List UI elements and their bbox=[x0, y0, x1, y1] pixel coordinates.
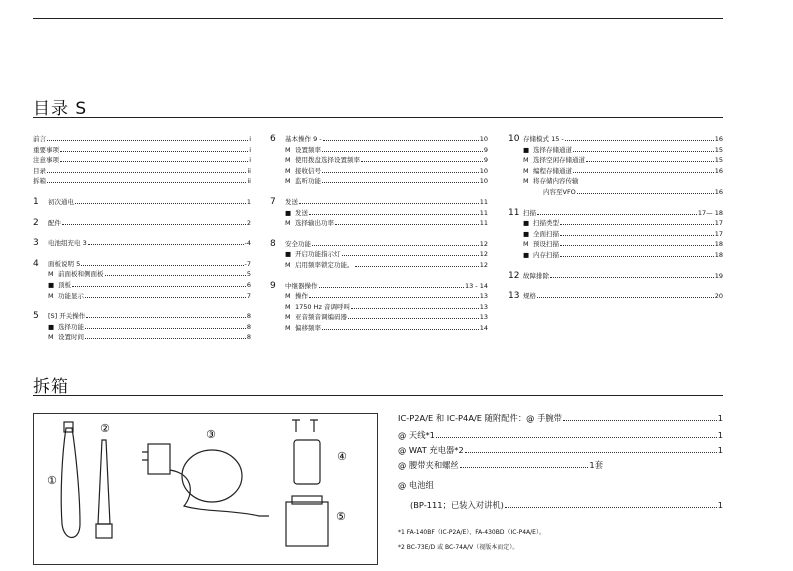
entry-title: 初次通电 bbox=[48, 197, 74, 206]
entry-title: 内容至VFO bbox=[543, 187, 576, 196]
entry-title: 扫描类型 bbox=[533, 219, 559, 228]
dot-leader bbox=[309, 214, 479, 215]
toc-entry[interactable] bbox=[270, 323, 488, 334]
entry-title: [S] 开关操作 bbox=[48, 312, 86, 321]
page-number: 17 bbox=[714, 219, 723, 228]
bullet-marker: ■ bbox=[285, 250, 292, 259]
page-number: 8 bbox=[246, 322, 251, 331]
section-number: 11 bbox=[508, 207, 520, 218]
toc-title: 目录 S bbox=[33, 99, 88, 119]
toc-entry[interactable] bbox=[508, 166, 723, 177]
label-1: ① bbox=[47, 474, 57, 487]
dot-leader bbox=[335, 224, 479, 225]
dot-leader bbox=[351, 308, 479, 309]
entry-title: 启用频率锁定功能。 bbox=[295, 260, 354, 269]
toc-entry[interactable] bbox=[33, 155, 251, 166]
toc-rule bbox=[33, 117, 723, 118]
entry-title: 使用拨盘选择设置频率 bbox=[295, 156, 360, 165]
toc-entry[interactable] bbox=[508, 208, 723, 219]
entry-title: 重要事项 bbox=[33, 145, 59, 154]
page-number: 11 bbox=[479, 219, 488, 228]
accessory-name: @ 电池组 bbox=[398, 480, 434, 490]
toc-entry[interactable] bbox=[508, 218, 723, 229]
bullet-marker: M bbox=[48, 270, 54, 279]
footnote-1: *1 FA-140BF（IC-P2A/E）、FA-430BD（IC-P4A/E）。 bbox=[398, 529, 545, 536]
dot-leader bbox=[573, 151, 714, 152]
dot-leader bbox=[86, 317, 246, 318]
entry-title: 目录 bbox=[33, 166, 46, 175]
accessory-qty: 1 bbox=[717, 445, 723, 455]
entry-title: 偏移频率 bbox=[295, 323, 321, 332]
entry-title: 选择功能 bbox=[58, 322, 84, 331]
entry-title: 规格 bbox=[523, 292, 536, 301]
accessory-item bbox=[398, 429, 723, 441]
bullet-marker: M bbox=[285, 166, 291, 175]
entry-title: 故障排除 bbox=[523, 271, 549, 280]
page-number: i bbox=[249, 156, 251, 165]
page-number: 8 bbox=[246, 333, 251, 342]
accessories-list bbox=[398, 412, 723, 522]
dot-leader bbox=[322, 182, 479, 183]
page-number: 18 bbox=[714, 240, 723, 249]
entry-title: 前面板和侧面板 bbox=[58, 270, 104, 279]
page-number: ii bbox=[247, 177, 251, 186]
dot-leader bbox=[505, 507, 717, 508]
label-5: ⑤ bbox=[336, 510, 346, 523]
dot-leader bbox=[565, 140, 714, 141]
toc-column-2 bbox=[270, 134, 488, 334]
page-number: i bbox=[249, 135, 251, 143]
entry-title: 注意事项 bbox=[33, 156, 59, 165]
dot-leader bbox=[348, 318, 479, 319]
dot-leader bbox=[586, 161, 714, 162]
bullet-marker: M bbox=[285, 156, 291, 165]
toc-entry[interactable] bbox=[270, 197, 488, 208]
page-number: 10 bbox=[479, 177, 488, 186]
toc-entry[interactable] bbox=[33, 311, 251, 322]
entry-title: 编程存储通道 bbox=[533, 166, 572, 175]
toc-entry[interactable] bbox=[33, 280, 251, 291]
section-number: 13 bbox=[508, 291, 520, 302]
page-number: 15 bbox=[714, 145, 723, 154]
toc-entry[interactable] bbox=[270, 312, 488, 323]
entry-title: 将存储内容传输 bbox=[533, 177, 579, 186]
dot-leader bbox=[537, 297, 714, 298]
page-number: 18 bbox=[714, 250, 723, 259]
bullet-marker: M bbox=[285, 219, 291, 228]
dot-leader bbox=[577, 193, 714, 194]
dot-leader bbox=[312, 245, 479, 246]
toc-entry[interactable] bbox=[508, 155, 723, 166]
accessory-item bbox=[398, 444, 723, 456]
page-number: 16 bbox=[714, 187, 723, 196]
page-number: -4 bbox=[244, 239, 251, 248]
entry-title: 存储模式 15 - bbox=[523, 135, 564, 143]
accessory-name: @ WAT 充电器*2 bbox=[398, 445, 464, 455]
bullet-marker: M bbox=[285, 302, 291, 311]
bullet-marker: M bbox=[285, 323, 291, 332]
footnote-2: *2 BC-73E/D 或 BC-74A/V（视版本而定）。 bbox=[398, 544, 519, 551]
toc-entry[interactable] bbox=[33, 166, 251, 177]
page-number: 6 bbox=[246, 280, 251, 289]
page-number: 1 bbox=[246, 197, 251, 206]
dot-leader bbox=[85, 338, 246, 339]
toc-entry[interactable] bbox=[33, 145, 251, 156]
page-number: 16 bbox=[714, 166, 723, 175]
page-number: i bbox=[249, 145, 251, 154]
toc-entry[interactable] bbox=[33, 291, 251, 302]
toc-entry[interactable] bbox=[508, 291, 723, 302]
toc-entry[interactable] bbox=[33, 176, 251, 187]
dot-leader bbox=[342, 255, 479, 256]
entry-title: 电池组充电 3 bbox=[48, 239, 87, 248]
dot-leader bbox=[573, 172, 714, 173]
accessory-name: (BP-111；已装入对讲机) bbox=[410, 500, 504, 510]
page-number: 16 bbox=[714, 135, 723, 143]
page-number: 13 bbox=[479, 313, 488, 322]
dot-leader bbox=[563, 420, 717, 421]
toc-entry[interactable] bbox=[270, 166, 488, 177]
page-number: 20 bbox=[714, 292, 723, 301]
bullet-marker: ■ bbox=[48, 322, 55, 331]
dot-leader bbox=[355, 266, 479, 267]
accessories-figure bbox=[33, 413, 378, 565]
toc-entry[interactable] bbox=[33, 259, 251, 270]
hand-strap bbox=[61, 422, 80, 538]
dot-leader bbox=[460, 467, 589, 468]
entry-title: 选择存储通道 bbox=[533, 145, 572, 154]
toc-entry[interactable] bbox=[270, 249, 488, 260]
dot-leader bbox=[361, 161, 483, 162]
dot-leader bbox=[47, 182, 246, 183]
antenna bbox=[96, 440, 112, 538]
toc-entry[interactable] bbox=[508, 271, 723, 282]
accessory-item bbox=[398, 499, 723, 511]
bullet-marker: ■ bbox=[523, 250, 530, 259]
bullet-marker: M bbox=[48, 333, 54, 342]
entry-title: 发送 bbox=[295, 208, 308, 217]
toc-entry[interactable] bbox=[270, 260, 488, 271]
toc-column-3 bbox=[508, 134, 723, 302]
page-number: 2 bbox=[246, 218, 251, 227]
accessory-name: @ 天线*1 bbox=[398, 430, 435, 440]
page-number: -7 bbox=[244, 259, 251, 268]
accessory-qty: 1 bbox=[717, 430, 723, 440]
section-number: 6 bbox=[270, 134, 276, 144]
page-number: 13 bbox=[479, 302, 488, 311]
entry-title: 全面扫描 bbox=[533, 229, 559, 238]
dot-leader bbox=[85, 328, 246, 329]
entry-title: 功能显示 bbox=[58, 291, 84, 300]
page-number: 8 bbox=[246, 312, 251, 321]
page-number: 12 bbox=[479, 260, 488, 269]
bullet-marker: M bbox=[48, 291, 54, 300]
entry-title: 顶板 bbox=[58, 280, 71, 289]
entry-title: 操作 bbox=[295, 292, 308, 301]
accessory-name: IC-P2A/E 和 IC-P4A/E 随附配件：@ 手腕带 bbox=[398, 413, 562, 423]
accessory-qty: 1 bbox=[717, 500, 723, 510]
bullet-marker: M bbox=[285, 292, 291, 301]
dot-leader bbox=[75, 203, 246, 204]
top-rule bbox=[33, 18, 723, 19]
entry-title: 配件 bbox=[48, 218, 61, 227]
accessory-item bbox=[398, 479, 723, 491]
toc-entry[interactable] bbox=[508, 229, 723, 240]
bullet-marker: M bbox=[523, 156, 529, 165]
page-number: 12 bbox=[479, 239, 488, 248]
dot-leader bbox=[85, 297, 246, 298]
page-number: ii bbox=[247, 166, 251, 175]
section-number: 9 bbox=[270, 280, 276, 291]
dot-leader bbox=[299, 203, 479, 204]
toc-entry[interactable] bbox=[33, 218, 251, 229]
dot-leader bbox=[465, 452, 717, 453]
dot-leader bbox=[60, 161, 248, 162]
entry-title: 开启功能指示灯 bbox=[295, 250, 341, 259]
entry-title: 预设扫描 bbox=[533, 240, 559, 249]
accessory-item bbox=[398, 412, 723, 424]
dot-leader bbox=[322, 172, 479, 173]
toc-entry[interactable] bbox=[270, 176, 488, 187]
page-number: 9 bbox=[483, 156, 488, 165]
dot-leader bbox=[105, 275, 246, 276]
charger bbox=[142, 444, 269, 516]
section-number: 5 bbox=[33, 311, 39, 322]
toc-entry[interactable] bbox=[33, 238, 251, 249]
toc-entry[interactable] bbox=[33, 134, 251, 145]
page-number: 13 bbox=[479, 292, 488, 301]
dot-leader bbox=[323, 140, 479, 141]
section-number: 4 bbox=[33, 258, 39, 269]
toc-entry[interactable] bbox=[508, 145, 723, 156]
toc-entry[interactable] bbox=[508, 187, 723, 198]
bullet-marker: M bbox=[285, 145, 291, 154]
toc-entry[interactable] bbox=[508, 239, 723, 250]
toc-entry[interactable] bbox=[508, 134, 723, 145]
page-number: 5 bbox=[246, 270, 251, 279]
unpacking-title: 拆箱 bbox=[33, 377, 69, 397]
entry-title: 设置时间 bbox=[58, 333, 84, 342]
dot-leader bbox=[322, 151, 483, 152]
entry-title: 前言 bbox=[33, 135, 46, 143]
dot-leader bbox=[560, 245, 714, 246]
page-number: 7 bbox=[246, 291, 251, 300]
entry-title: 选择输出功率 bbox=[295, 219, 334, 228]
entry-title: 监听功能 bbox=[295, 177, 321, 186]
bullet-marker: M bbox=[285, 260, 291, 269]
dot-leader bbox=[537, 214, 697, 215]
bullet-marker: M bbox=[523, 166, 529, 175]
dot-leader bbox=[436, 437, 717, 438]
page-number: 12 bbox=[479, 250, 488, 259]
page-number: 15 bbox=[714, 156, 723, 165]
accessory-item bbox=[398, 459, 603, 471]
section-number: 12 bbox=[508, 270, 520, 281]
dot-leader bbox=[88, 244, 244, 245]
dot-leader bbox=[62, 224, 246, 225]
toc-entry[interactable] bbox=[270, 208, 488, 219]
label-2: ② bbox=[100, 422, 110, 435]
dot-leader bbox=[47, 172, 246, 173]
page-number: 9 bbox=[483, 145, 488, 154]
page-number: 11 bbox=[479, 197, 488, 206]
section-number: 2 bbox=[33, 217, 39, 228]
battery-pack bbox=[286, 496, 328, 546]
entry-title: 1750 Hz 音调呼叫 bbox=[295, 302, 350, 311]
toc-entry[interactable] bbox=[270, 218, 488, 229]
dot-leader bbox=[319, 287, 464, 288]
section-number: 8 bbox=[270, 238, 276, 249]
toc-entry[interactable] bbox=[508, 176, 723, 187]
bullet-marker: M bbox=[523, 177, 529, 186]
section-number: 3 bbox=[33, 238, 39, 249]
bullet-marker: ■ bbox=[285, 208, 292, 217]
toc-column-1 bbox=[33, 134, 251, 343]
toc-entry[interactable] bbox=[33, 332, 251, 343]
dot-leader bbox=[560, 224, 714, 225]
dot-leader bbox=[81, 265, 243, 266]
toc-entry[interactable] bbox=[270, 145, 488, 156]
dot-leader bbox=[550, 277, 714, 278]
toc-entry[interactable] bbox=[270, 291, 488, 302]
dot-leader bbox=[322, 329, 479, 330]
bullet-marker: M bbox=[285, 177, 291, 186]
toc-entry[interactable] bbox=[33, 322, 251, 333]
bullet-marker: M bbox=[285, 313, 291, 322]
toc-entry[interactable] bbox=[270, 302, 488, 313]
page-number: 19 bbox=[714, 271, 723, 280]
page-number: 14 bbox=[479, 323, 488, 332]
toc-entry[interactable] bbox=[270, 134, 488, 145]
bullet-marker: ■ bbox=[523, 219, 530, 228]
entry-title: 面板说明 5 bbox=[48, 259, 81, 268]
entry-title: 发送 bbox=[285, 197, 298, 206]
dot-leader bbox=[72, 286, 246, 287]
toc-entry[interactable] bbox=[33, 197, 251, 208]
section-number: 10 bbox=[508, 134, 520, 144]
entry-title: 安全功能 bbox=[285, 239, 311, 248]
bullet-marker: ■ bbox=[523, 145, 530, 154]
page-number: 10 bbox=[479, 135, 488, 143]
accessory-qty: 1 bbox=[717, 413, 723, 423]
bullet-marker: M bbox=[523, 240, 529, 249]
unpacking-rule bbox=[33, 395, 723, 396]
toc-entry[interactable] bbox=[270, 239, 488, 250]
dot-leader bbox=[309, 297, 479, 298]
toc-entry[interactable] bbox=[33, 269, 251, 280]
bullet-marker: ■ bbox=[48, 280, 55, 289]
section-number: 7 bbox=[270, 196, 276, 207]
entry-title: 扫描 bbox=[523, 208, 536, 217]
entry-title: 中继器操作 bbox=[285, 281, 318, 290]
page-number: 10 bbox=[479, 166, 488, 175]
entry-title: 亚音频音调编码器 bbox=[295, 313, 347, 322]
dot-leader bbox=[560, 235, 714, 236]
section-number: 1 bbox=[33, 196, 39, 207]
label-3: ③ bbox=[206, 428, 216, 441]
page-number: 11 bbox=[479, 208, 488, 217]
entry-title: 基本操作 9 - bbox=[285, 135, 322, 143]
dot-leader bbox=[60, 151, 248, 152]
toc-entry[interactable] bbox=[270, 281, 488, 292]
accessory-name: @ 腰带夹和螺丝 bbox=[398, 460, 459, 470]
page-number: 13 - 14 bbox=[464, 281, 488, 290]
dot-leader bbox=[560, 256, 714, 257]
page-number: 17 bbox=[714, 229, 723, 238]
entry-title: 拆箱 bbox=[33, 177, 46, 186]
entry-title: 设置频率 bbox=[295, 145, 321, 154]
bullet-marker: ■ bbox=[523, 229, 530, 238]
belt-clip bbox=[292, 420, 320, 484]
entry-title: 接收信号 bbox=[295, 166, 321, 175]
label-4: ④ bbox=[337, 450, 347, 463]
entry-title: 选择空闲存储通道 bbox=[533, 156, 585, 165]
toc-entry[interactable] bbox=[508, 250, 723, 261]
entry-title: 内存扫描 bbox=[533, 250, 559, 259]
toc-entry[interactable] bbox=[270, 155, 488, 166]
dot-leader bbox=[47, 140, 248, 141]
accessory-qty: 1套 bbox=[589, 460, 603, 470]
page-number: 17— 18 bbox=[697, 208, 723, 217]
